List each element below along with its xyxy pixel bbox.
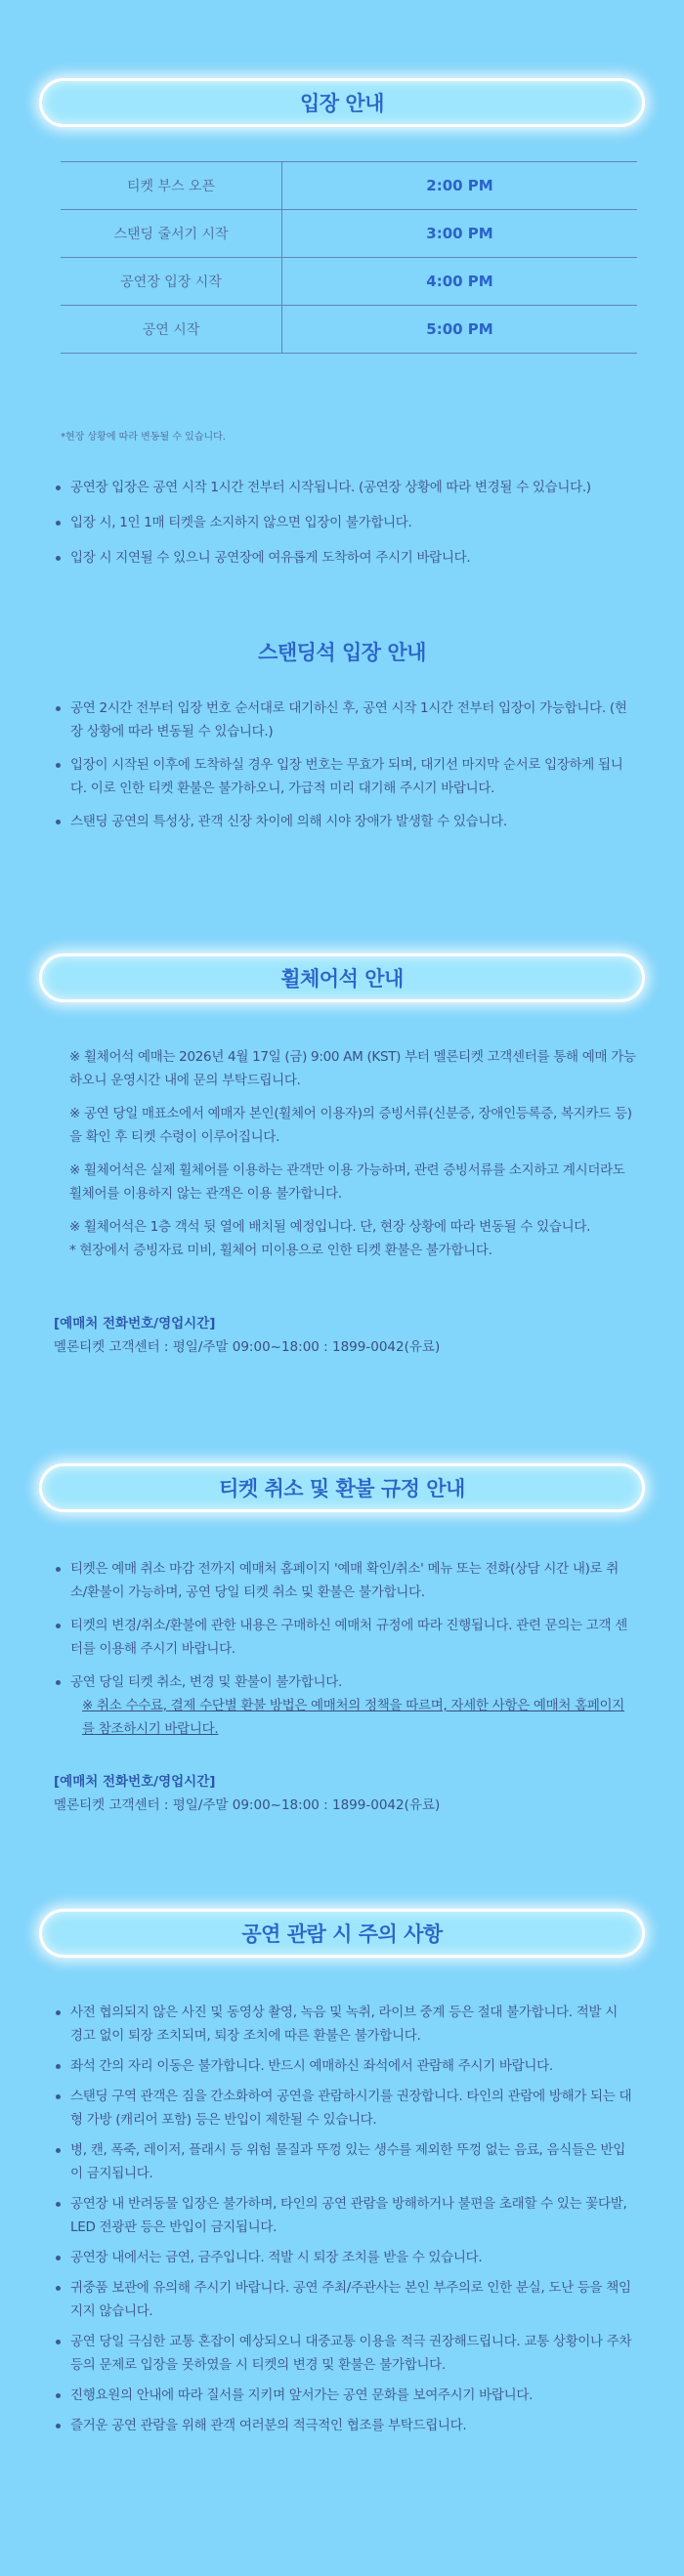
entry-schedule-table [61,161,637,354]
list-item-text: ※ 휠체어석 예매는 2026년 4월 17일 (금) 9:00 AM (KST) 부터 멜론티켓 고객센터를 통해 예매 가능하오니 운영시간 내에 문의 부탁드립니다. [69,1049,636,1088]
table-row [61,258,637,306]
bullet-dot [56,486,61,490]
entry-title-banner [39,78,645,127]
list-item [51,2192,632,2239]
refund-bullets [51,1557,632,1741]
list-item-text: 공연장 입장은 공연 시작 1시간 전부터 시작됩니다. (공연장 상황에 따라 변경될 수 있습니다.) [70,480,591,495]
list-item-text: 즐거운 공연 관람을 위해 관객 여러분의 적극적인 협조를 부탁드립니다. [70,2418,467,2433]
list-item [51,2085,632,2132]
contact-text: 멜론티켓 고객센터 : 평일/주말 09:00~18:00 : 1899-0042(유료) [54,1797,441,1813]
list-item [51,697,632,743]
list-item [51,476,632,499]
bullet-dot [56,521,61,526]
table-row [61,306,637,354]
bullet-dot [56,820,61,824]
schedule-time: 4:00 PM [282,258,638,306]
bullet-dot [56,2094,61,2099]
list-item-text: 입장이 시작된 이후에 도착하실 경우 입장 번호는 무효가 되며, 대기선 마지막 순서로 입장하게 됩니다. 이로 인한 티켓 환불은 불가하오니, 가급적 미리 대기해 주시기 바랍니다. [70,757,623,796]
contact-heading: [예매처 전화번호/영업시간] [54,1316,216,1331]
contact-text: 멜론티켓 고객센터 : 평일/주말 09:00~18:00 : 1899-0042(유료) [54,1339,441,1355]
bullet-dot [56,2148,61,2153]
list-item-text: 공연장 내에서는 금연, 금주입니다. 적발 시 퇴장 조치를 받을 수 있습니다. [70,2250,483,2265]
wheelchair-contact [54,1312,640,1359]
standing-bullets [51,697,632,833]
bullet-dot [56,2010,61,2015]
refund-policy-link[interactable] [70,1694,632,1741]
schedule-label: 공연장 입장 시작 [61,258,282,306]
list-item [54,1045,640,1092]
caution-bullets [51,2001,632,2437]
list-item [51,2138,632,2185]
schedule-time: 5:00 PM [282,306,638,354]
list-item-text: 병, 캔, 폭죽, 레이저, 플래시 등 위험 물질과 뚜껑 있는 생수를 제외한 뚜껑 없는 음료, 음식들은 반입이 금지됩니다. [70,2142,625,2181]
bullet-dot [56,2393,61,2398]
schedule-label: 공연 시작 [61,306,282,354]
list-item-text: ※ 공연 당일 매표소에서 예매자 본인(휠체어 이용자)의 증빙서류(신분증, 장애인등록증, 복지카드 등)을 확인 후 티켓 수령이 이루어집니다. [69,1106,632,1145]
list-item-text: 공연 당일 극심한 교통 혼잡이 예상되오니 대중교통 이용을 적극 권장해드립니다. 교통 상황이나 주차 등의 문제로 입장을 못하였을 시 티켓의 변경 및 환불은 불가합니다. [70,2334,632,2373]
list-item-text: 사전 협의되지 않은 사진 및 동영상 촬영, 녹음 및 녹취, 라이브 중계 등은 절대 불가합니다. 적발 시 경고 없이 퇴장 조치되며, 퇴장 조치에 따른 환불은 불가합니다. [70,2005,618,2044]
list-item [51,2414,632,2437]
list-item [54,1102,640,1149]
bullet-dot [56,2286,61,2291]
list-item-text: 티켓은 예매 취소 마감 전까지 예매처 홈페이지 '예매 확인/취소' 메뉴 또는 전화(상담 시간 내)로 취소/환불이 가능하며, 공연 당일 티켓 취소 및 환불은 불가합니다. [70,1561,620,1600]
bullet-dot [56,2202,61,2207]
bullet-dot [56,2340,61,2344]
wheelchair-title-banner [39,953,645,1002]
list-item [51,2330,632,2377]
refund-policy-link-text[interactable]: ※ 취소 수수료, 결제 수단별 환불 방법은 예매처의 정책을 따르며, 자세한 사항은 예매처 홈페이지를 참조하시기 바랍니다. [82,1698,625,1737]
refund-title: 티켓 취소 및 환불 규정 안내 [219,1477,465,1500]
schedule-note: *현장 상황에 따라 변동될 수 있습니다. [61,432,226,443]
bullet-dot [56,1567,61,1572]
caution-title-banner [39,1909,645,1958]
list-item [51,810,632,833]
list-item-text: 공연 당일 티켓 취소, 변경 및 환불이 불가합니다. [70,1674,343,1690]
list-item [54,1215,640,1239]
list-item [51,2054,632,2078]
bullet-dot [56,1680,61,1685]
bullet-dot [56,2064,61,2069]
table-row [61,210,637,258]
list-item-text: 진행요원의 안내에 따라 질서를 지키며 앞서가는 공연 문화를 보여주시기 바랍니다. [70,2387,534,2403]
schedule-time: 2:00 PM [282,162,638,210]
bullet-dot [56,556,61,561]
list-item [51,753,632,800]
entry-bullets [51,476,632,570]
schedule-label: 티켓 부스 오픈 [61,162,282,210]
wheelchair-title: 휠체어석 안내 [280,967,404,991]
list-item-text: ※ 휠체어석은 1층 객석 뒷 열에 배치될 예정입니다. 단, 현장 상황에 따라 변동될 수 있습니다. [69,1219,591,1235]
list-item-text: ※ 휠체어석은 실제 휠체어를 이용하는 관객만 이용 가능하며, 관련 증빙서류를 소지하고 계시더라도 휠체어를 이용하지 않는 관객은 이용 불가합니다. [69,1162,625,1202]
list-item [51,2276,632,2323]
refund-title-banner [39,1463,645,1512]
bullet-dot [56,2256,61,2260]
standing-title: 스탠딩석 입장 안내 [258,641,426,664]
list-item-text: 티켓의 변경/취소/환불에 관한 내용은 구매하신 예매처 규정에 따라 진행됩니다. 관련 문의는 고객 센터를 이용해 주시기 바랍니다. [70,1618,628,1657]
list-item-text: 스탠딩 공연의 특성상, 관객 신장 차이에 의해 시야 장애가 발생할 수 있습니다. [70,814,507,829]
list-item [51,1670,632,1741]
list-item [51,2246,632,2269]
schedule-label: 스탠딩 줄서기 시작 [61,210,282,258]
list-item [51,1614,632,1661]
list-item-text: 공연 2시간 전부터 입장 번호 순서대로 대기하신 후, 공연 시작 1시간 전부터 입장이 가능합니다. (현장 상황에 따라 변동될 수 있습니다.) [70,700,627,739]
list-item [51,1557,632,1604]
list-item [51,2384,632,2407]
contact-heading: [예매처 전화번호/영업시간] [54,1774,216,1790]
list-item-text: 좌석 간의 자리 이동은 불가합니다. 반드시 예매하신 좌석에서 관람해 주시기 바랍니다. [70,2058,553,2074]
list-item-text: 입장 시, 1인 1매 티켓을 소지하지 않으면 입장이 불가합니다. [70,515,412,530]
list-item-text: 입장 시 지연될 수 있으니 공연장에 여유롭게 도착하여 주시기 바랍니다. [70,550,471,566]
bullet-dot [56,2424,61,2428]
list-item [51,2001,632,2048]
table-row [61,162,637,210]
list-item [54,1159,640,1205]
entry-title: 입장 안내 [300,92,384,115]
wheelchair-subnote: * 현장에서 증빙자료 미비, 휠체어 미이용으로 인한 티켓 환불은 불가합니다. [69,1243,492,1258]
list-item-text: 공연장 내 반려동물 입장은 불가하며, 타인의 공연 관람을 방해하거나 불편을 초래할 수 있는 꽃다발, LED 전광판 등은 반입이 금지됩니다. [70,2196,627,2235]
list-item-text: 귀중품 보관에 유의해 주시기 바랍니다. 공연 주최/주관사는 본인 부주의로 인한 분실, 도난 등을 책임지지 않습니다. [70,2280,631,2319]
schedule-time: 3:00 PM [282,210,638,258]
caution-title: 공연 관람 시 주의 사항 [241,1922,443,1946]
wheelchair-notes [54,1045,640,1262]
bullet-dot [56,706,61,711]
list-item [51,546,632,570]
list-item [51,511,632,534]
refund-contact [54,1770,640,1817]
bullet-dot [56,763,61,768]
list-item-text: 스탠딩 구역 관객은 짐을 간소화하여 공연을 관람하시기를 권장합니다. 타인의 관람에 방해가 되는 대형 가방 (캐리어 포함) 등은 반입이 제한될 수 있습니다. [70,2089,632,2128]
bullet-dot [56,1624,61,1628]
